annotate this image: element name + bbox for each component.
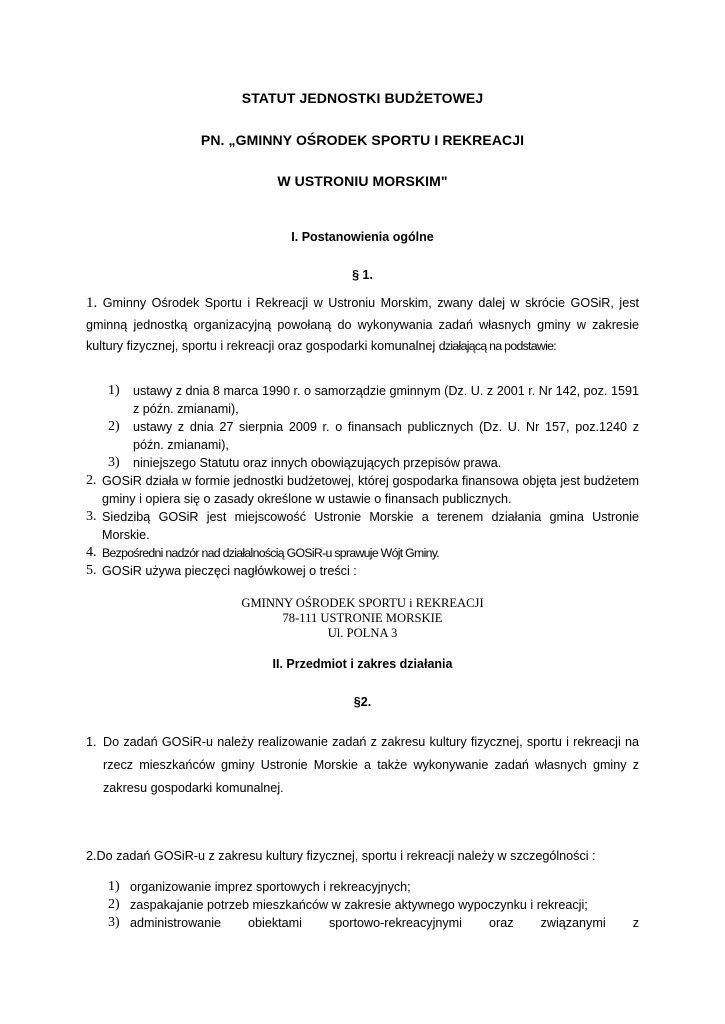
- section-1-item-1-tail: działającą na podstawie:: [438, 339, 556, 353]
- list-item-marker: 1): [108, 383, 120, 398]
- list-item-marker: 4.: [86, 545, 97, 560]
- list-item-marker: 1): [108, 879, 120, 894]
- list-item: [86, 472, 639, 508]
- list-item: [86, 562, 639, 580]
- section-1-heading: I. Postanowienia ogólne: [291, 230, 434, 244]
- list-item-text: ustawy z dnia 8 marca 1990 r. o samorządzie gminnym (Dz. U. z 2001 r. Nr 142, poz. 1591 z późn. zmianami),: [133, 384, 639, 416]
- list-item: [108, 914, 639, 932]
- list-item: [108, 896, 639, 914]
- document-title-line-1: STATUT JEDNOSTKI BUDŻETOWEJ: [241, 90, 484, 106]
- list-item-text: Bezpośredni nadzór nad działalnością GOSiR-u sprawuje Wójt Gminy.: [102, 546, 440, 560]
- section-2-heading: II. Przedmiot i zakres działania: [272, 657, 453, 671]
- stamp-line-3: Ul. POLNA 3: [327, 626, 398, 640]
- list-item: [108, 454, 639, 472]
- list-item-text: organizowanie imprez sportowych i rekreacyjnych;: [130, 880, 411, 894]
- list-item-marker: 3.: [86, 509, 97, 524]
- list-item-marker: 1.: [86, 735, 97, 749]
- list-item-text: Do zadań GOSiR-u należy realizowanie zadań z zakresu kultury fizycznej, sportu i rekreacji na rzecz mieszkańców gminy Ustronie Morskie a także wykonywanie zadań własnych gminy z zakresu gospodarki komunalnej.: [103, 735, 639, 795]
- list-item-text: GOSiR używa pieczęci nagłówkowej o treści :: [102, 564, 357, 578]
- list-item: [86, 731, 639, 801]
- list-item-text: administrowanie obiektami sportowo-rekreacyjnymi oraz związanymi z: [130, 916, 639, 930]
- list-item: [108, 878, 639, 896]
- list-item-marker: 5.: [86, 563, 97, 578]
- document-title-line-3: W USTRONIU MORSKIM": [277, 173, 448, 189]
- list-item-text: ustawy z dnia 27 sierpnia 2009 r. o finansach publicznych (Dz. U. Nr 157, poz.1240 z późn. zmianami),: [133, 420, 639, 452]
- section-2-item-2: 2.Do zadań GOSiR-u z zakresu kultury fizycznej, sportu i rekreacji należy w szczególności :: [86, 849, 596, 863]
- list-item: [86, 544, 639, 562]
- list-item-marker: 3): [108, 915, 120, 930]
- list-item-marker: 2): [108, 419, 120, 434]
- section-2-paragraph-symbol: §2.: [353, 695, 372, 709]
- list-item-marker: 2.: [86, 473, 97, 488]
- section-1-item-1-number: 1.: [86, 295, 98, 311]
- section-1-item-1: [86, 293, 639, 358]
- section-1-paragraph-symbol: § 1.: [352, 268, 373, 282]
- list-item: [86, 508, 639, 544]
- stamp-line-1: GMINNY OŚRODEK SPORTU i REKREACJI: [241, 596, 484, 610]
- list-item: [108, 382, 639, 418]
- list-item: [108, 418, 639, 454]
- list-item-text: Siedzibą GOSiR jest miejscowość Ustronie Morskie a terenem działania gmina Ustronie Morskie.: [102, 510, 639, 542]
- list-item-text: zaspakajanie potrzeb mieszkańców w zakresie aktywnego wypoczynku i rekreacji;: [130, 898, 588, 912]
- document-title-line-2: PN. „GMINNY OŚRODEK SPORTU I REKREACJI: [200, 132, 525, 148]
- list-item-marker: 3): [108, 455, 120, 470]
- section-1-item-1-text: Gminny Ośrodek Sportu i Rekreacji w Ustroniu Morskim, zwany dalej w skrócie GOSiR, jest gminną jednostką organizacyjną powołaną do wykonywania zadań własnych gminy w zakresie kultury fizycznej, sportu i rekreacji oraz gospodarki komunalnej: [86, 296, 640, 353]
- stamp-line-2: 78-111 USTRONIE MORSKIE: [282, 611, 443, 625]
- list-item-text: niniejszego Statutu oraz innych obowiązujących przepisów prawa.: [133, 456, 502, 470]
- list-item-text: GOSiR działa w formie jednostki budżetowej, której gospodarka finansowa objęta jest budżetem gminy i opiera się o zasady określone w ustawie o finansach publicznych.: [102, 474, 639, 506]
- list-item-marker: 2): [108, 897, 120, 912]
